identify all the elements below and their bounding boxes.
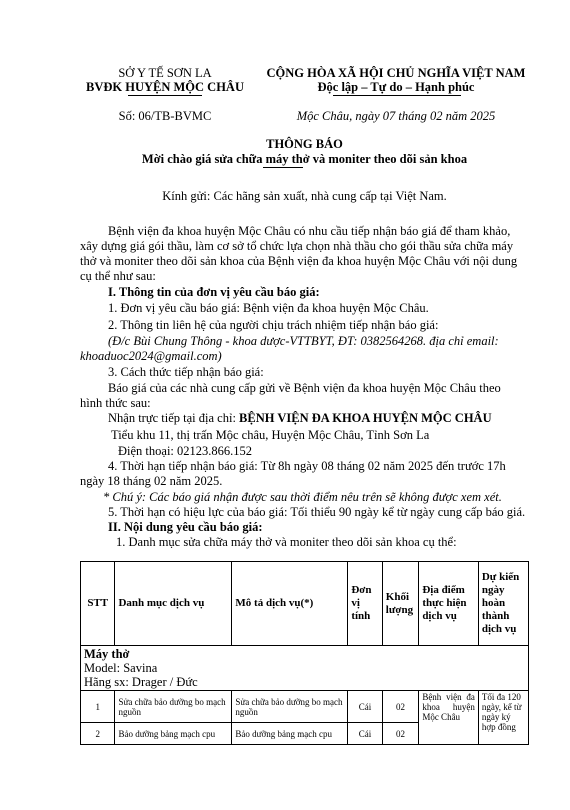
document-title: THÔNG BÁO: [266, 137, 343, 151]
group-maker: Hãng sx: Drager / Đức: [84, 675, 198, 689]
row-quantity: 02: [382, 691, 419, 723]
group-title: Máy thở: [84, 647, 130, 661]
service-table: [80, 561, 529, 745]
header-completion: Dự kiến ngày hoàn thành dịch vụ: [478, 562, 528, 646]
hospital-address: Tiểu khu 11, thị trấn Mộc châu, Huyện Mộc Châu, Tỉnh Sơn La: [111, 428, 430, 442]
hospital-name: BVĐK HUYỆN MỘC CHÂU: [86, 80, 244, 94]
national-motto: Độc lập – Tự do – Hạnh phúc: [317, 80, 475, 94]
intro-line: xây dựng giá gói thầu, làm cơ sở tổ chức lựa chọn nhà thầu cho gói thầu sửa chữa máy: [80, 239, 514, 253]
section-1-item-1: 1. Đơn vị yêu cầu báo giá: Bệnh viện đa khoa huyện Mộc Châu.: [108, 301, 429, 315]
deadline-note: * Chú ý: Các báo giá nhận được sau thời điểm nêu trên sẽ không được xem xét.: [103, 490, 502, 504]
section-1-item-4-cont: ngày 18 tháng 02 năm 2025.: [80, 474, 223, 488]
header-quantity: Khối lượng: [382, 562, 419, 646]
motto-underline: [333, 95, 461, 96]
hospital-phone: Điện thoại: 02123.866.152: [118, 444, 253, 458]
location-cell: Bệnh viện đa khoa huyện Mộc Châu: [419, 691, 479, 745]
contact-info: (Đ/c Bùi Chung Thông - khoa dược-VTTBYT, ĐT: 0382564268. địa chỉ email:: [108, 334, 499, 348]
row-unit: Cái: [348, 723, 382, 745]
department-name: SỞ Y TẾ SƠN LA: [118, 66, 212, 80]
row-service: Sửa chữa bảo dưỡng bo mạch nguồn: [115, 691, 232, 723]
row-stt: 2: [81, 723, 115, 745]
hospital-underline: [128, 95, 202, 96]
intro-line: cụ thể như sau:: [80, 269, 156, 283]
header-location: Địa điểm thực hiện dịch vụ: [419, 562, 479, 646]
document-date: Mộc Châu, ngày 07 tháng 02 năm 2025: [296, 109, 496, 123]
row-description: Sửa chữa bảo dưỡng bo mạch nguồn: [232, 691, 348, 723]
subtitle-underline: [263, 167, 303, 168]
group-cell: [81, 646, 529, 691]
intro-line: Bệnh viện đa khoa huyện Mộc Châu có nhu cầu tiếp nhận báo giá để tham khảo,: [108, 224, 511, 238]
section-1-item-3-text: hình thức sau:: [80, 396, 151, 410]
header-unit: Đơn vị tính: [348, 562, 382, 646]
group-model: Model: Savina: [84, 661, 158, 675]
row-stt: 1: [81, 691, 115, 723]
row-service: Bảo dưỡng bảng mạch cpu: [115, 723, 232, 745]
table-row: [81, 691, 529, 723]
greeting: Kính gửi: Các hãng sản xuất, nhà cung cấp tại Việt Nam.: [162, 189, 447, 203]
direct-delivery-name: BỆNH VIỆN ĐA KHOA HUYỆN MỘC CHÂU: [239, 411, 492, 425]
direct-delivery: [108, 411, 492, 426]
header-service: Danh mục dịch vụ: [115, 562, 232, 646]
section-1-title: I. Thông tin của đơn vị yêu cầu báo giá:: [108, 285, 320, 299]
section-1-item-4: 4. Thời hạn tiếp nhận báo giá: Từ 8h ngày 08 tháng 02 năm 2025 đến trước 17h: [108, 459, 506, 473]
section-1-item-3: 3. Cách thức tiếp nhận báo giá:: [108, 365, 264, 379]
completion-cell: Tối đa 120 ngày, kể từ ngày ký hợp đồng: [478, 691, 528, 745]
header-description: Mô tả dịch vụ(*): [232, 562, 348, 646]
section-2-item-1: 1. Danh mục sửa chữa máy thở và moniter theo dõi sản khoa cụ thể:: [116, 535, 457, 549]
intro-line: thở và moniter theo dõi sản khoa của Bệnh viện đa khoa huyện Mộc Châu với nội dung: [80, 254, 518, 268]
contact-email: khoaduoc2024@gmail.com): [80, 349, 222, 363]
row-quantity: 02: [382, 723, 419, 745]
document-number: Số: 06/TB-BVMC: [118, 109, 212, 123]
section-1-item-5: 5. Thời hạn có hiệu lực của báo giá: Tối thiểu 90 ngày kể từ ngày cung cấp báo giá.: [108, 505, 526, 519]
header-stt: STT: [81, 562, 115, 646]
section-1-item-2: 2. Thông tin liên hệ của người chịu trách nhiệm tiếp nhận báo giá:: [108, 318, 439, 332]
country-name: CỘNG HÒA XÃ HỘI CHỦ NGHĨA VIỆT NAM: [266, 66, 526, 80]
row-unit: Cái: [348, 691, 382, 723]
row-description: Bảo dưỡng bảng mạch cpu: [232, 723, 348, 745]
section-1-item-3-text: Báo giá của các nhà cung cấp gửi về Bệnh viện đa khoa huyện Mộc Châu theo: [108, 381, 501, 395]
direct-delivery-label: Nhận trực tiếp tại địa chỉ:: [108, 411, 240, 425]
document-subtitle: Mời chào giá sửa chữa máy thở và moniter theo dõi sản khoa: [141, 152, 468, 166]
section-2-title: II. Nội dung yêu cầu báo giá:: [108, 520, 263, 534]
